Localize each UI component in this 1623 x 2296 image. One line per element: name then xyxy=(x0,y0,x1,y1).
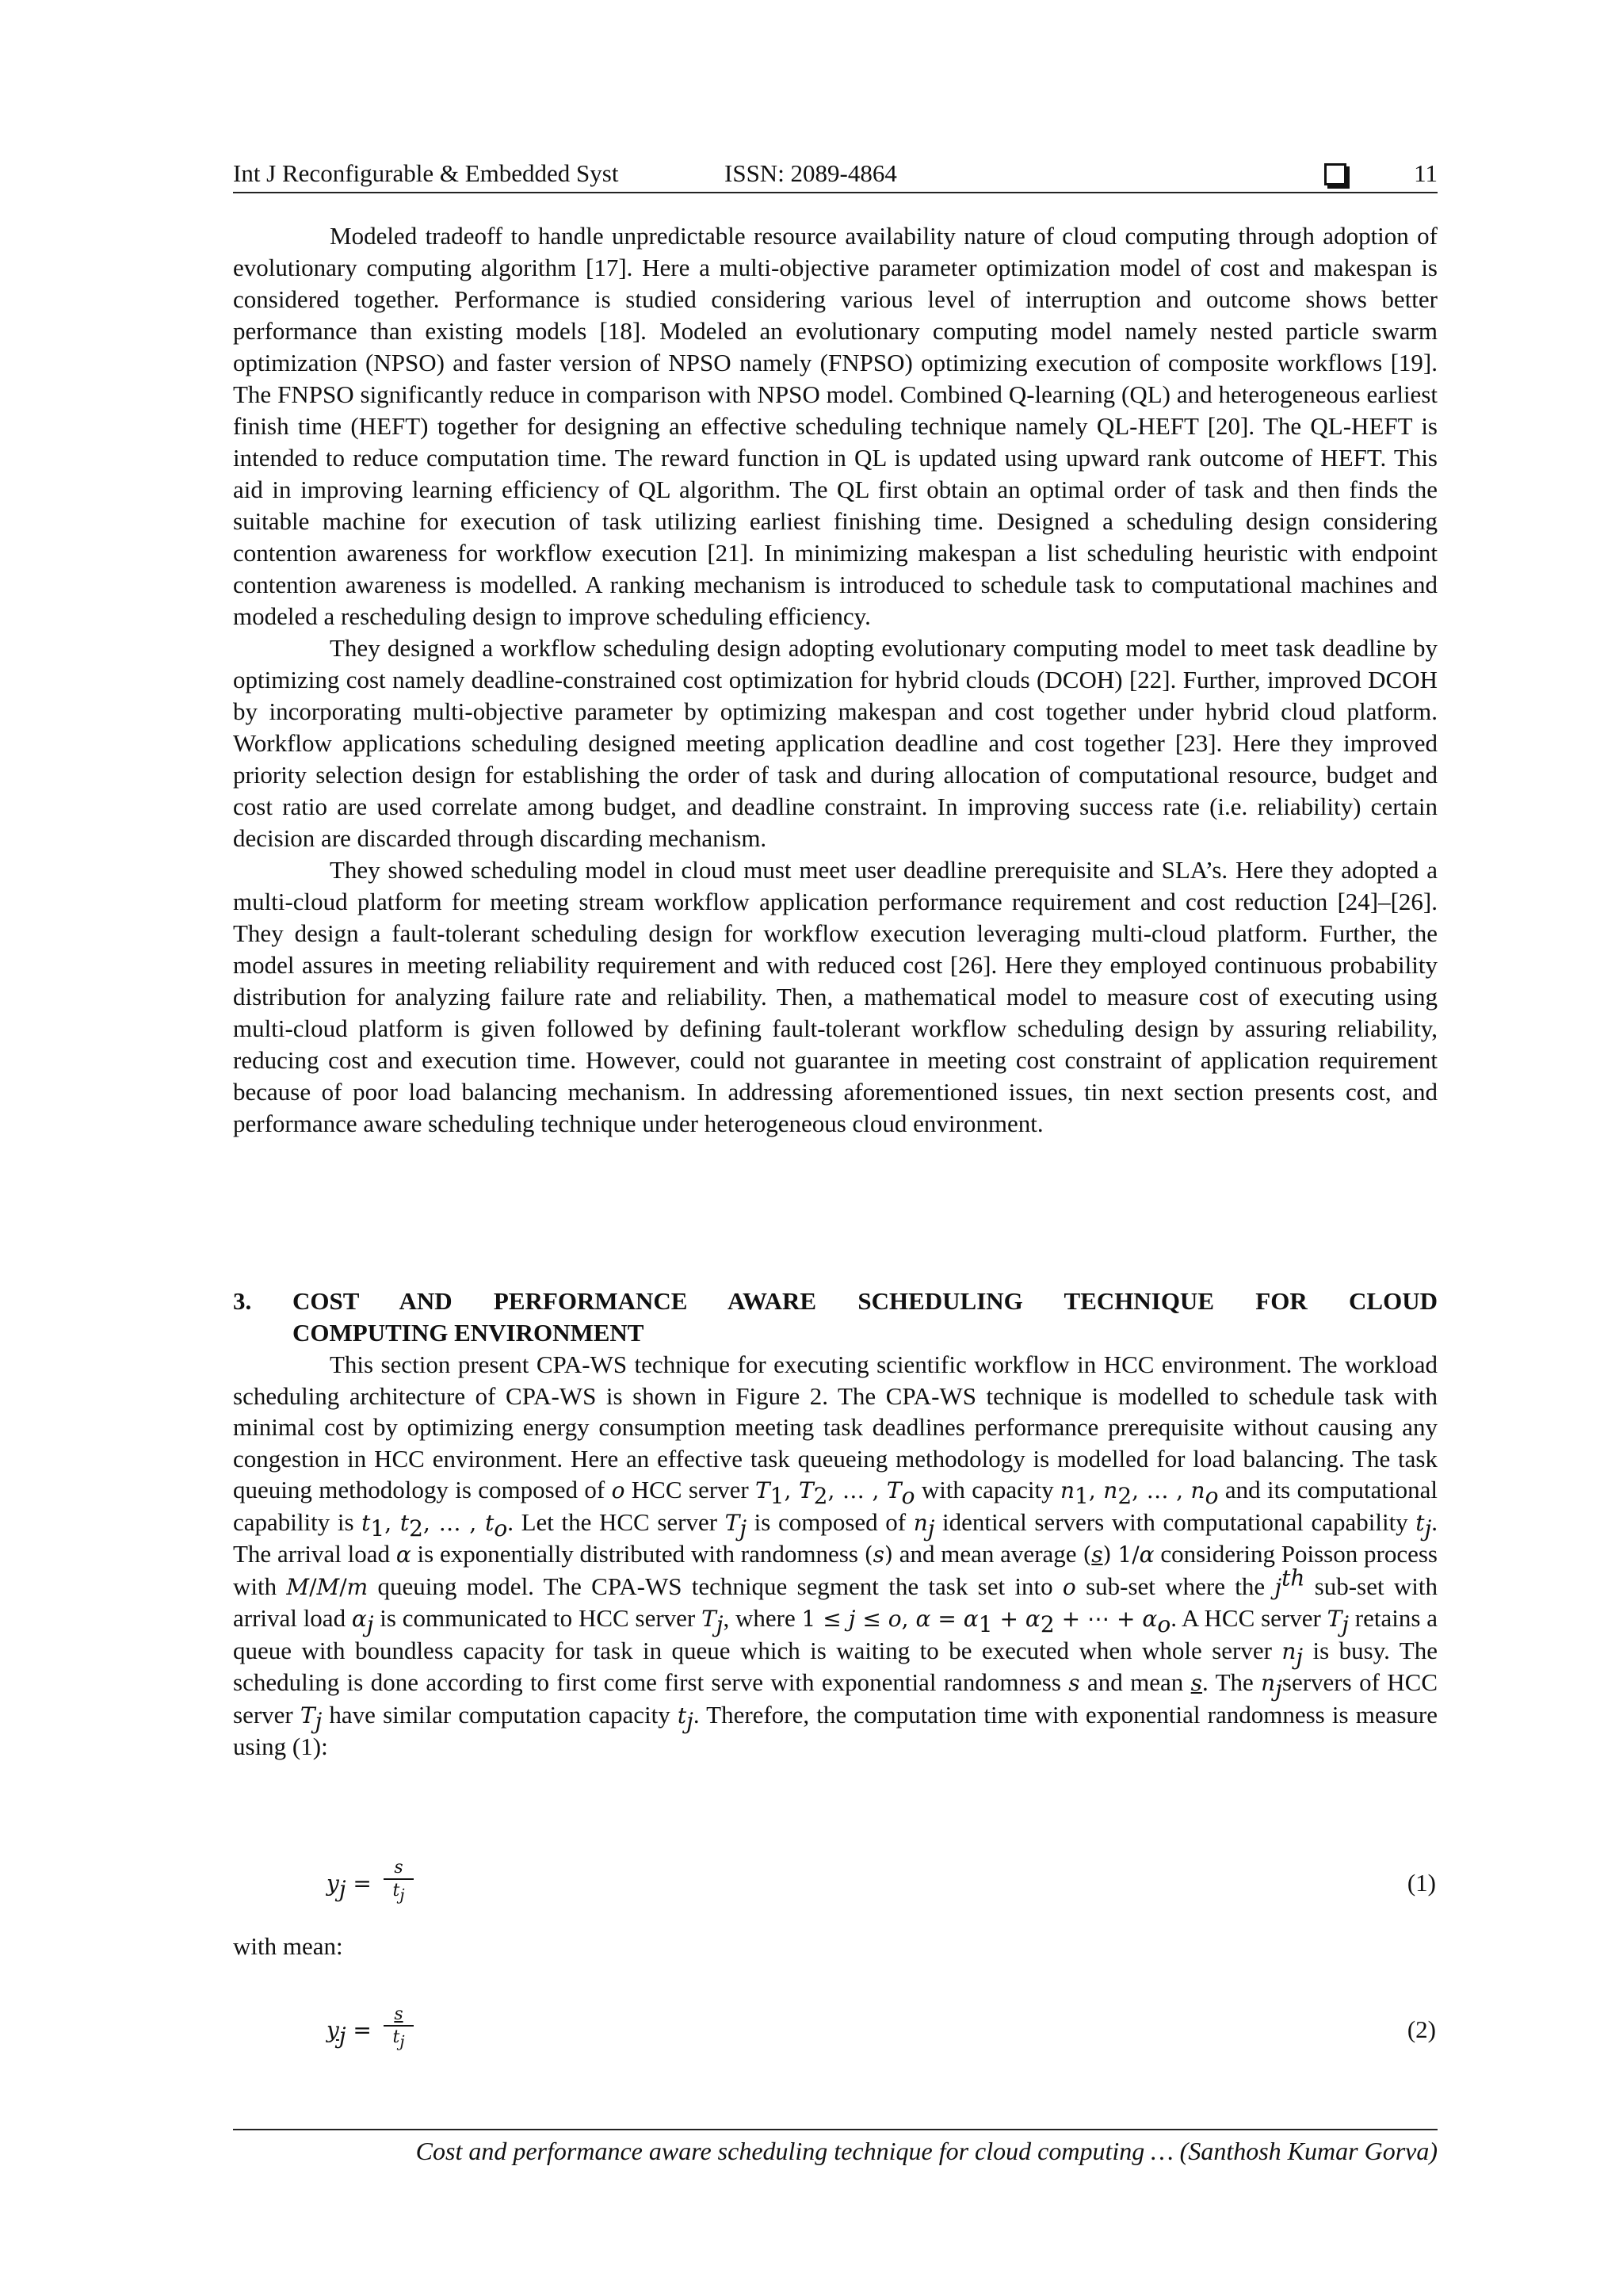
eq1-lhs: y xyxy=(327,1870,339,1897)
page-number: 11 xyxy=(1414,159,1438,187)
eq1-number: (1) xyxy=(1407,1869,1436,1897)
section-3-body xyxy=(233,1349,1438,1763)
issn: ISSN: 2089-4864 xyxy=(724,159,897,187)
running-header xyxy=(233,155,1438,192)
eq2-lhs: y xyxy=(327,2017,339,2043)
running-footer: Cost and performance aware scheduling technique for cloud computing … (Santhosh Kumar Gorva) xyxy=(415,2137,1438,2165)
journal-name: Int J Reconfigurable & Embedded Syst xyxy=(233,159,619,187)
equation-2: $y_j$ = $\frac{s}{t_j}$ (2) xyxy=(327,2004,1436,2051)
section-3-paragraph: This section present CPA-WS technique for executing scientific workflow in HCC environment. The workload scheduling architecture of CPA-WS is shown in Figure 2. The CPA-WS technique is modelled to schedule task with minimal cost by optimizing energy consumption meeting task deadlines performance prerequisite without causing any congestion in HCC environment. Here an effective task queueing methodology is modelled for load balancing. The task queuing methodology is composed of o HCC server $T_1$, $T_2$, … , $T_o$ with capacity $n_1$, $n_2$, … , $n_o$ and its computational capability is $t_1$, $t_2$, … , $t_o$. Let the HCC server $T_j$ is composed of $n_j$ identical servers with computational capability $t_j$. The arrival load α is exponentially distributed with randomness (s) and mean average (s) 1/α considering Poisson process with M/M/m queuing model. The CPA-WS technique segment the task set into o sub-set where the $j^{th}$ sub-set with arrival load $\alpha_j$ is communicated to HCC server $T_j$, where 1 ≤ j ≤ o, $\alpha = \alpha_1 + \alpha_2$ + ⋯ + $\alpha_o$. A HCC server $T_j$ retains a queue with boundless capacity for task in queue which is waiting to be executed when whole server $n_j$ is busy. The scheduling is done according to first come first serve with exponential randomness s and mean s. The $n_jservers$ of HCC server $T_j$ have similar computation capacity $t_j$. Therefore, the computation time with exponential randomness is measure using (1): xyxy=(233,1350,1438,1760)
paragraph-3: They showed scheduling model in cloud must meet user deadline prerequisite and SLA’s. Here they adopted a multi-cloud platform for meeting stream workflow application performance requirement and cost reduction [24]–[26]. They design a fault-tolerant scheduling design for workflow execution leveraging multi-cloud platform. Further, the model assures in meeting reliability requirement and with reduced cost [26]. Here they employed continuous probability distribution for analyzing failure rate and reliability. Then, a mathematical model to measure cost of executing using multi-cloud platform is given followed by defining fault-tolerant workflow scheduling design by assuring reliability, reducing cost and execution time. However, could not guarantee in meeting cost constraint of application requirement because of poor load balancing mechanism. In addressing aforementioned issues, tin next section presents cost, and performance aware scheduling technique under heterogeneous cloud environment. xyxy=(233,856,1438,1137)
square-box-icon xyxy=(1324,163,1346,185)
section-number: 3. xyxy=(233,1287,252,1315)
footer-rule xyxy=(233,2129,1438,2130)
section-title-line-2: COMPUTING ENVIRONMENT xyxy=(292,1319,644,1347)
header-rule xyxy=(233,192,1438,193)
with-mean-label: with mean: xyxy=(233,1932,343,1960)
eq2-number: (2) xyxy=(1407,2015,1436,2043)
paragraph-1: Modeled tradeoff to handle unpredictable resource availability nature of cloud computing through adoption of evolutionary computing algorithm [17]. Here a multi-objective parameter optimization model of cost and makespan is considered together. Performance is studied considering various level of interruption and outcome shows better performance than existing models [18]. Modeled an evolutionary computing model namely nested particle swarm optimization (NPSO) and faster version of NPSO namely (FNPSO) optimizing execution of composite workflows [19]. The FNPSO significantly reduce in comparison with NPSO model. Combined Q-learning (QL) and heterogeneous earliest finish time (HEFT) together for designing an effective scheduling technique namely QL-HEFT [20]. The QL-HEFT is intended to reduce computation time. The reward function in QL is updated using upward rank outcome of HEFT. This aid in improving learning efficiency of QL algorithm. The QL first obtain an optimal order of task and then finds the suitable machine for execution of task utilizing earliest finishing time. Designed a scheduling design considering contention awareness for workflow execution [21]. In minimizing makespan a list scheduling heuristic with endpoint contention awareness is modelled. A ranking mechanism is introduced to schedule task to computational machines and modeled a rescheduling design to improve scheduling efficiency. xyxy=(233,222,1438,630)
body-text xyxy=(233,220,1438,1140)
section-title-line-1: COST AND PERFORMANCE AWARE SCHEDULING TECHNIQUE FOR CLOUD xyxy=(292,1287,1438,1315)
paragraph-2: They designed a workflow scheduling design adopting evolutionary computing model to meet task deadline by optimizing cost namely deadline-constrained cost optimization for hybrid clouds (DCOH) [22]. Further, improved DCOH by incorporating multi-objective parameter by optimizing makespan and cost together under hybrid cloud platform. Workflow applications scheduling designed meeting application deadline and cost together [23]. Here they improved priority selection design for establishing the order of task and during allocation of computational resource, budget and cost ratio are used correlate among budget, and deadline constraint. In improving success rate (i.e. reliability) certain decision are discarded through discarding mechanism. xyxy=(233,634,1438,852)
eq2-fraction: $\frac{s}{t_j}$ xyxy=(384,2004,414,2049)
equation-1: $y_j$ = $\frac{s}{t_j}$ (1) xyxy=(327,1858,1436,1904)
eq1-fraction: $\frac{s}{t_j}$ xyxy=(384,1858,414,1902)
